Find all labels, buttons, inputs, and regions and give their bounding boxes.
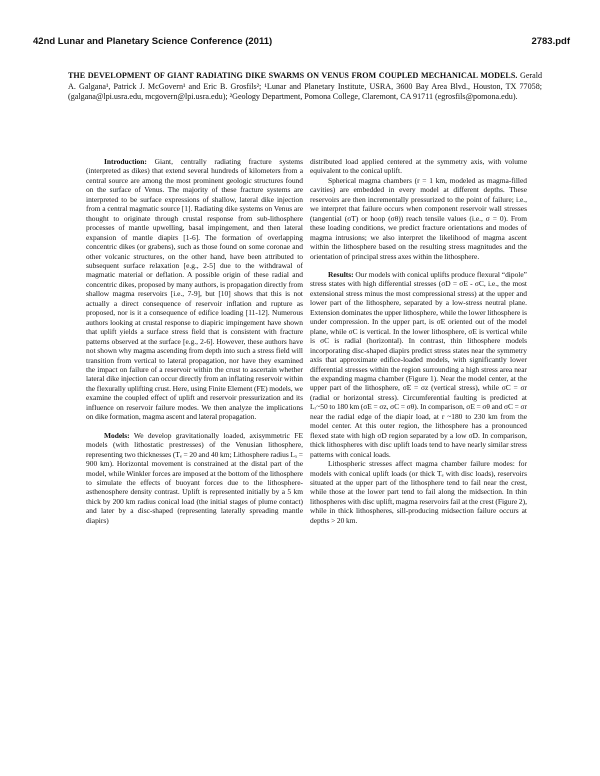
authors-affiliations: Gerald A. Galgana¹, Patrick J. McGovern¹ and Eric B. Grosfils²; ¹Lunar and Planetary Institute, USRA, 3600 Bay Area Blvd., Houston, TX 77058; (galgana@lpi.usra.edu, mcgovern@lpi.usra.edu); ²Geology Department, Pomona College, Claremont, CA 91711 (egrosfils@pomona.edu). [68, 71, 543, 101]
abstract-id: 2783.pdf [531, 36, 570, 47]
introduction-text: Giant, centrally radiating fracture systems (interpreted as dikes) that extend several hundreds of kilometers from a central source are among the most prominent geologic structures found on the surface of Venus. The majority of these fracture systems are interpreted to be surface expressions of shallow, lateral dike injection from a central magmatic source [1]. Radiating dike systems on Venus are thought to originate through crustal response from sub-lithosphere processes of mantle upwelling, basal impingement, and then lateral expansion of mantle diapirs [1-6]. The formation of overlapping concentric dikes (or grabens), such as those found on some coronae and other volcanic structures, on the other hand, have been attributed to subsequent surface relaxation [e.g., 2-5] due to the withdrawal of magmatic material or deflation. A possible origin of these radial and concentric dikes, proposed by many authors, is propagation directly from shallow magma reservoirs [i.e., 7-9], but [10] shows that this is not actually a direct consequence of reservoir inflation and rupture as proposed, nor is it a consequence of edifice loading [11-12]. Numerous authors looking at crustal response to diapiric impingement have shown that uplift yields a surface stress field that is consistent with fracture patterns observed at the surface [e.g., 2-6]. However, these authors have not shown why magma ascending from depth into such a stress field will transition from vertical to lateral propagation, nor have they examined the impact on failure of a reservoir within the crust to ascertain whether lateral dike injection can occur directly from an inflating reservoir within the flexurally uplifting crust. Here, using Finite Element (FE) models, we examine the coupled effect of uplift and reservoir pressurization and its influence on reservoir failure modes. We then analyze the implications on dike formation, magma ascent and lateral propagation. [86, 157, 303, 422]
results-paragraph [310, 270, 527, 459]
conference-name: 42nd Lunar and Planetary Science Conference (2011) [33, 36, 273, 47]
title-block [68, 71, 542, 103]
models-heading: Models: [104, 430, 130, 440]
introduction-paragraph [86, 157, 303, 422]
lithospheric-stresses-paragraph: Lithospheric stresses affect magma chamber failure modes: for models with conical uplift loads (or thick Tₑ with disc loads), reservoirs situated at the upper part of the lithosphere tend to fail near the crest, while those at the lower part tend to fail along the midsection. In thin lithospheres with disc uplift, magma reservoirs fail at the crest (Figure 2), while in thick lithospheres, sill-producing midsection failure occurs at depths > 20 km. [310, 459, 527, 525]
models-paragraph [86, 431, 303, 526]
spherical-chambers-paragraph: Spherical magma chambers (r = 1 km, modeled as magma-filled cavities) are embedded in every model at different depths. These reservoirs are then incrementally pressurized to the point of failure; i.e., we interpret that failure occurs when component reservoir wall stresses (tangential (σT) or hoop (σθ)) reach tensile values (i.e., σ = 0). From these loading conditions, we predict fracture orientations and modes of magma intrusions; we also interpret the likelihood of magma ascent within the lithosphere based on the resulting stress magnitudes and the orientation of principal stress axes within the lithosphere. [310, 175, 527, 261]
introduction-heading: Introduction: [104, 157, 147, 166]
results-text: Our models with conical uplifts produce flexural “dipole” stress states with high differential stresses (σD = σE - σC, i.e., the most extensional stress minus the most compressional stress) at the upper and lower part of the lithosphere, separated by a low-stress neutral plane. Extension dominates the upper lithosphere, while the lower lithosphere is under compression. In the upper part, is σE oriented out of the model plane, while σC is vertical. In the lower lithosphere, σE is vertical while is σC is radial (horizontal). In contrast, thin lithosphere models incorporating disc-shaped diapirs predict stress states near the symmetry axis that approximate edifice-loaded models, with significantly lower differential stresses within the region surrounding a high stress area near the expanding magma chamber (Figure 1). Near the model center, at the upper part of the lithosphere, σE = σz (vertical stress), while σC = σr (radial or horizontal stress). Circumferential faulting is predicted at Lᵣ~50 to 180 km (σE = σz, σC = σθ). In comparison, σE = σθ and σC = σr near the radial edge of the diapir load, at r ~180 to 230 km from the model center. At this outer region, the lithosphere has a pronounced flexed state with high σD region separated by a low σD. In comparison, thick lithospheres with disc uplift loads tend to have nearly similar stress patterns with conical loads. [310, 269, 527, 459]
models-continued-paragraph: distributed load applied centered at the symmetry axis, with volume equivalent to the conical uplift. [310, 157, 527, 176]
left-column [86, 157, 303, 525]
models-text: We develop gravitationally loaded, axisymmetric FE models (with lithostatic prestresses) of the Venusian lithosphere, representing two thicknesses (Tₑ = 20 and 40 km; Lithosphere radius Lₓ = 900 km). Horizontal movement is constrained at the distal part of the model, while Winkler forces are imposed at the bottom of the lithosphere to simulate the effects of buoyant forces due to the lithosphere-asthenosphere density contrast. Uplift is represented initially by a 5 km thick by 200 km radius conical load (the initial stages of plume contact) and later by a disc-shaped (representing laterally spreading mantle diapirs) [86, 430, 303, 525]
right-column [310, 157, 527, 525]
page-header [33, 36, 570, 47]
results-heading: Results: [328, 269, 354, 279]
paper-title: THE DEVELOPMENT OF GIANT RADIATING DIKE SWARMS ON VENUS FROM COUPLED MECHANICAL MODELS. [68, 71, 518, 80]
